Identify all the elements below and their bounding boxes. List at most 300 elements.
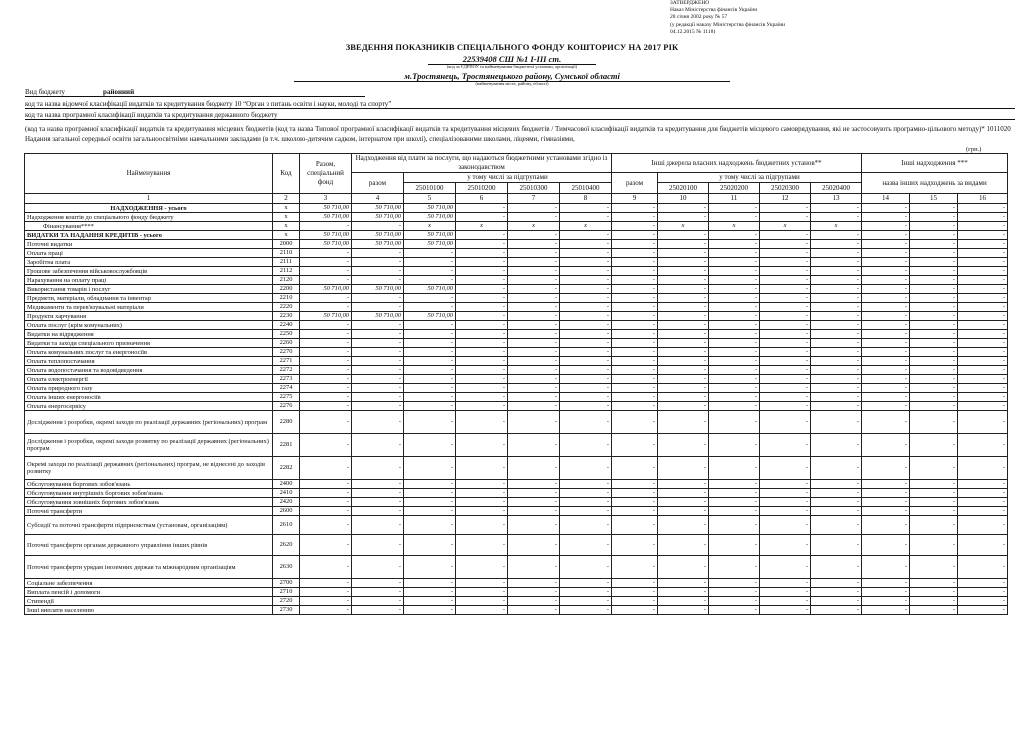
cell-col-7: - (508, 556, 560, 579)
cell-col-11: - (709, 312, 760, 321)
cell-col-9: - (612, 321, 658, 330)
row-name: Окремі заходи по реалізації державних (регіональних) програм, не віднесені до заходів розвитку (25, 457, 273, 480)
cell-col-15: - (910, 276, 958, 285)
column-number: 14 (862, 194, 910, 204)
cell-col-13: - (811, 489, 862, 498)
cell-col-12: - (760, 507, 811, 516)
special-fund-table (24, 153, 1007, 615)
cell-col-7: - (508, 285, 560, 294)
cell-col-14: - (862, 249, 910, 258)
row-code: 2730 (273, 606, 300, 615)
cell-col-13: - (811, 393, 862, 402)
cell-col-10: - (658, 588, 709, 597)
cell-col-10: - (658, 597, 709, 606)
cell-col-16: - (958, 366, 1008, 375)
cell-col-12: - (760, 489, 811, 498)
cell-col-13: - (811, 321, 862, 330)
row-code: 2630 (273, 556, 300, 579)
cell-col-10: - (658, 285, 709, 294)
table-row (25, 222, 1008, 231)
row-code: 2273 (273, 375, 300, 384)
cell-col-5: - (404, 303, 456, 312)
cell-col-12: - (760, 535, 811, 556)
cell-col-14: - (862, 267, 910, 276)
cell-col-9: - (612, 535, 658, 556)
column-number: 9 (612, 194, 658, 204)
cell-col-6: - (456, 489, 508, 498)
row-code: 2220 (273, 303, 300, 312)
cell-col-15: - (910, 606, 958, 615)
cell-col-6: - (456, 258, 508, 267)
cell-col-8: - (560, 402, 612, 411)
row-name: Продукти харчування (25, 312, 273, 321)
department-classification: код та назва відомчої класифікації видатків та кредитування бюджету 10 “Орган з питань освіти і науки, молоді та спорту” (25, 100, 1015, 109)
row-code: 2275 (273, 393, 300, 402)
cell-col-11: - (709, 258, 760, 267)
cell-col-8: - (560, 457, 612, 480)
cell-col-5: - (404, 556, 456, 579)
local-program-classification: (код та назва програмної класифікації видатків та кредитування місцевих бюджетів (код та назва Типової програмної класифікації видатків та кредитування місцевих бюджетів / Тимчасової класифікації видатків та кредитування для бюджетів місцевого самоврядування, які не застосовують програмно-цільового методу)* 1011020 Надання загальної середньої освіти загальноосвітніми навчальними закладами (в т.ч. школою-дитячим садком, інтернатом при школі), спеціалізованими школами, ліцеями, гімназіями, (25, 125, 1011, 143)
cell-col-15: - (910, 507, 958, 516)
cell-col-16: - (958, 606, 1008, 615)
row-code: 2280 (273, 411, 300, 434)
cell-col-12: - (760, 457, 811, 480)
cell-col-6: - (456, 588, 508, 597)
cell-col-12: - (760, 411, 811, 434)
cell-col-6: - (456, 457, 508, 480)
cell-col-8: - (560, 597, 612, 606)
cell-col-3: - (300, 402, 352, 411)
cell-col-6: - (456, 267, 508, 276)
cell-col-10: - (658, 258, 709, 267)
cell-col-7: - (508, 357, 560, 366)
cell-col-14: - (862, 330, 910, 339)
cell-col-16: - (958, 276, 1008, 285)
cell-col-8: - (560, 240, 612, 249)
column-number: 2 (273, 194, 300, 204)
cell-col-13: - (811, 375, 862, 384)
cell-col-14: - (862, 516, 910, 535)
cell-col-4: 50 710,00 (352, 231, 404, 240)
cell-col-7: - (508, 231, 560, 240)
cell-col-8: - (560, 480, 612, 489)
cell-col-4: - (352, 402, 404, 411)
row-name: Інші виплати населенню (25, 606, 273, 615)
cell-col-10: - (658, 204, 709, 213)
cell-col-13: - (811, 535, 862, 556)
cell-col-6: - (456, 375, 508, 384)
cell-col-10: - (658, 231, 709, 240)
approval-line: Наказ Міністерства фінансів України (670, 7, 758, 14)
cell-col-13: - (811, 267, 862, 276)
cell-col-16: - (958, 597, 1008, 606)
cell-col-3: - (300, 498, 352, 507)
cell-col-9: - (612, 339, 658, 348)
cell-col-6: - (456, 294, 508, 303)
row-name: Поточні видатки (25, 240, 273, 249)
cell-col-6: - (456, 384, 508, 393)
cell-col-6: - (456, 357, 508, 366)
cell-col-6: - (456, 507, 508, 516)
header-own-subgroups: у тому числі за підгрупами (658, 173, 862, 183)
budget-type-line (25, 88, 365, 97)
cell-col-11: - (709, 535, 760, 556)
cell-col-4: - (352, 222, 404, 231)
cell-col-4: - (352, 535, 404, 556)
cell-col-8: - (560, 498, 612, 507)
cell-col-13: - (811, 231, 862, 240)
cell-col-9: - (612, 366, 658, 375)
approval-line: (у редакції наказу Міністерства фінансів України (670, 21, 786, 28)
table-row (25, 402, 1008, 411)
cell-col-5: - (404, 330, 456, 339)
cell-col-11: - (709, 507, 760, 516)
cell-col-16: - (958, 285, 1008, 294)
cell-col-7: - (508, 457, 560, 480)
row-name: Поточні трансферти органам державного управління інших рівнів (25, 535, 273, 556)
cell-col-13: - (811, 402, 862, 411)
cell-col-7: - (508, 516, 560, 535)
cell-col-15: - (910, 402, 958, 411)
header-fees-subgroups: у тому числі за підгрупами (404, 173, 612, 183)
cell-col-8: - (560, 285, 612, 294)
cell-col-15: - (910, 294, 958, 303)
cell-col-3: - (300, 321, 352, 330)
header-code: Код (273, 154, 300, 194)
row-code: 2000 (273, 240, 300, 249)
approval-line: 04.12.2015 № 1118) (670, 28, 716, 35)
cell-col-5: 50 710,00 (404, 312, 456, 321)
cell-col-14: - (862, 375, 910, 384)
cell-col-8: - (560, 579, 612, 588)
row-code: 2271 (273, 357, 300, 366)
cell-col-12: x (760, 222, 811, 231)
cell-col-3: - (300, 330, 352, 339)
cell-col-11: - (709, 375, 760, 384)
cell-col-16: - (958, 434, 1008, 457)
table-row (25, 267, 1008, 276)
cell-col-7: - (508, 294, 560, 303)
cell-col-6: - (456, 240, 508, 249)
table-row (25, 240, 1008, 249)
cell-col-16: - (958, 357, 1008, 366)
cell-col-10: - (658, 240, 709, 249)
cell-col-6: - (456, 366, 508, 375)
cell-col-9: - (612, 231, 658, 240)
column-number: 10 (658, 194, 709, 204)
budget-type-label: Вид бюджету (25, 88, 66, 96)
column-number: 8 (560, 194, 612, 204)
row-name: Оплата послуг (крім комунальних) (25, 321, 273, 330)
cell-col-5: - (404, 411, 456, 434)
cell-col-13: - (811, 606, 862, 615)
cell-col-15: - (910, 285, 958, 294)
cell-col-9: - (612, 489, 658, 498)
cell-col-6: - (456, 516, 508, 535)
cell-col-3: - (300, 258, 352, 267)
cell-col-3: - (300, 222, 352, 231)
table-row (25, 507, 1008, 516)
cell-col-11: - (709, 516, 760, 535)
row-code: 2410 (273, 489, 300, 498)
column-number: 12 (760, 194, 811, 204)
header-subcode: 25020200 (709, 183, 760, 194)
column-number: 6 (456, 194, 508, 204)
row-name: Дослідження і розробки, окремі заходи розвитку по реалізації державних (регіональних) програм (25, 434, 273, 457)
row-code: 2620 (273, 535, 300, 556)
cell-col-9: - (612, 276, 658, 285)
cell-col-8: - (560, 267, 612, 276)
cell-col-6: - (456, 434, 508, 457)
cell-col-8: - (560, 330, 612, 339)
cell-col-7: - (508, 312, 560, 321)
cell-col-13: - (811, 330, 862, 339)
table-row (25, 457, 1008, 480)
cell-col-6: - (456, 249, 508, 258)
cell-col-11: - (709, 294, 760, 303)
cell-col-14: - (862, 222, 910, 231)
cell-col-11: - (709, 556, 760, 579)
cell-col-11: - (709, 393, 760, 402)
cell-col-14: - (862, 457, 910, 480)
cell-col-14: - (862, 303, 910, 312)
cell-col-11: - (709, 434, 760, 457)
cell-col-16: - (958, 516, 1008, 535)
cell-col-12: - (760, 516, 811, 535)
cell-col-9: - (612, 357, 658, 366)
cell-col-3: - (300, 606, 352, 615)
cell-col-15: - (910, 366, 958, 375)
cell-col-4: - (352, 366, 404, 375)
cell-col-12: - (760, 579, 811, 588)
cell-col-8: - (560, 366, 612, 375)
cell-col-11: - (709, 402, 760, 411)
cell-col-11: - (709, 588, 760, 597)
row-name: Виплата пенсій і допомоги (25, 588, 273, 597)
cell-col-12: - (760, 393, 811, 402)
cell-col-7: - (508, 258, 560, 267)
cell-col-3: - (300, 276, 352, 285)
cell-col-7: - (508, 339, 560, 348)
cell-col-11: - (709, 606, 760, 615)
cell-col-10: - (658, 276, 709, 285)
row-name: Грошове забезпечення військовослужбовців (25, 267, 273, 276)
table-row (25, 231, 1008, 240)
cell-col-10: - (658, 579, 709, 588)
cell-col-14: - (862, 507, 910, 516)
cell-col-3: 50 710,00 (300, 312, 352, 321)
cell-col-5: - (404, 588, 456, 597)
header-total: Разом, спеціальний фонд (300, 154, 352, 194)
table-row (25, 330, 1008, 339)
cell-col-16: - (958, 339, 1008, 348)
cell-col-6: x (456, 222, 508, 231)
cell-col-10: - (658, 556, 709, 579)
cell-col-4: - (352, 258, 404, 267)
row-name: Обслуговування зовнішніх боргових зобов'язань (25, 498, 273, 507)
cell-col-8: - (560, 535, 612, 556)
table-row (25, 303, 1008, 312)
cell-col-7: - (508, 321, 560, 330)
cell-col-3: 50 710,00 (300, 204, 352, 213)
cell-col-16: - (958, 258, 1008, 267)
table-row (25, 489, 1008, 498)
cell-col-6: - (456, 411, 508, 434)
cell-col-8: - (560, 384, 612, 393)
cell-col-5: 50 710,00 (404, 213, 456, 222)
cell-col-5: - (404, 258, 456, 267)
table-row (25, 312, 1008, 321)
table-row (25, 498, 1008, 507)
cell-col-7: - (508, 267, 560, 276)
row-name: Нарахування на оплату праці (25, 276, 273, 285)
table-row (25, 276, 1008, 285)
row-code: 2610 (273, 516, 300, 535)
cell-col-5: - (404, 267, 456, 276)
cell-col-12: - (760, 231, 811, 240)
cell-col-3: - (300, 267, 352, 276)
cell-col-5: - (404, 294, 456, 303)
cell-col-15: - (910, 375, 958, 384)
cell-col-13: - (811, 204, 862, 213)
cell-col-4: 50 710,00 (352, 204, 404, 213)
table-row (25, 375, 1008, 384)
cell-col-7: - (508, 535, 560, 556)
cell-col-14: - (862, 258, 910, 267)
row-code: 2260 (273, 339, 300, 348)
cell-col-13: - (811, 411, 862, 434)
cell-col-4: - (352, 303, 404, 312)
cell-col-16: - (958, 384, 1008, 393)
cell-col-15: - (910, 303, 958, 312)
row-code: x (273, 231, 300, 240)
cell-col-15: - (910, 258, 958, 267)
row-name: Надходження коштів до спеціального фонду бюджету (25, 213, 273, 222)
table-row (25, 321, 1008, 330)
table-row (25, 535, 1008, 556)
cell-col-6: - (456, 556, 508, 579)
cell-col-6: - (456, 276, 508, 285)
table-row (25, 294, 1008, 303)
cell-col-10: - (658, 303, 709, 312)
cell-col-6: - (456, 213, 508, 222)
cell-col-14: - (862, 597, 910, 606)
cell-col-16: - (958, 375, 1008, 384)
cell-col-4: - (352, 321, 404, 330)
cell-col-11: - (709, 267, 760, 276)
cell-col-7: - (508, 411, 560, 434)
row-name: Субсидії та поточні трансферти підприємствам (установам, організаціям) (25, 516, 273, 535)
cell-col-16: - (958, 579, 1008, 588)
cell-col-7: - (508, 597, 560, 606)
cell-col-16: - (958, 294, 1008, 303)
cell-col-11: - (709, 480, 760, 489)
cell-col-3: - (300, 366, 352, 375)
cell-col-16: - (958, 498, 1008, 507)
cell-col-3: - (300, 489, 352, 498)
row-code: 2720 (273, 597, 300, 606)
header-subcode: 25010100 (404, 183, 456, 194)
cell-col-14: - (862, 231, 910, 240)
cell-col-8: - (560, 411, 612, 434)
cell-col-10: - (658, 507, 709, 516)
row-code: x (273, 213, 300, 222)
cell-col-14: - (862, 402, 910, 411)
cell-col-6: - (456, 348, 508, 357)
cell-col-5: - (404, 579, 456, 588)
cell-col-15: - (910, 411, 958, 434)
cell-col-10: - (658, 213, 709, 222)
header-subcode: 25020400 (811, 183, 862, 194)
cell-col-12: - (760, 285, 811, 294)
cell-col-3: 50 710,00 (300, 285, 352, 294)
cell-col-11: - (709, 285, 760, 294)
cell-col-3: - (300, 411, 352, 434)
cell-col-7: - (508, 579, 560, 588)
cell-col-3: - (300, 556, 352, 579)
cell-col-10: - (658, 402, 709, 411)
cell-col-12: - (760, 480, 811, 489)
cell-col-16: - (958, 240, 1008, 249)
cell-col-4: - (352, 393, 404, 402)
cell-col-6: - (456, 285, 508, 294)
row-name: Оплата енергосервісу (25, 402, 273, 411)
cell-col-12: - (760, 375, 811, 384)
header-name: Найменування (25, 154, 273, 194)
cell-col-6: - (456, 231, 508, 240)
cell-col-11: - (709, 303, 760, 312)
row-code: 2270 (273, 348, 300, 357)
row-code: 2700 (273, 579, 300, 588)
cell-col-12: - (760, 249, 811, 258)
cell-col-5: - (404, 457, 456, 480)
cell-col-6: - (456, 597, 508, 606)
cell-col-9: - (612, 384, 658, 393)
cell-col-8: - (560, 489, 612, 498)
cell-col-7: - (508, 204, 560, 213)
table-row (25, 357, 1008, 366)
cell-col-8: - (560, 249, 612, 258)
cell-col-16: - (958, 402, 1008, 411)
cell-col-7: - (508, 375, 560, 384)
cell-col-10: - (658, 357, 709, 366)
cell-col-9: - (612, 597, 658, 606)
table-row (25, 434, 1008, 457)
cell-col-15: - (910, 588, 958, 597)
cell-col-9: - (612, 480, 658, 489)
cell-col-8: - (560, 348, 612, 357)
cell-col-15: - (910, 204, 958, 213)
cell-col-8: - (560, 276, 612, 285)
cell-col-8: - (560, 556, 612, 579)
header-other-names: назва інших надходжень за видами (862, 173, 1008, 194)
column-number: 7 (508, 194, 560, 204)
cell-col-6: - (456, 312, 508, 321)
cell-col-7: - (508, 348, 560, 357)
row-name: НАДХОДЖЕННЯ - усього (25, 204, 273, 213)
cell-col-5: - (404, 393, 456, 402)
cell-col-15: - (910, 339, 958, 348)
cell-col-12: - (760, 402, 811, 411)
cell-col-8: - (560, 294, 612, 303)
cell-col-12: - (760, 606, 811, 615)
cell-col-8: - (560, 231, 612, 240)
header-other-group: Інші надходження *** (862, 154, 1008, 173)
header-subcode: 25010300 (508, 183, 560, 194)
table-row (25, 597, 1008, 606)
cell-col-12: - (760, 556, 811, 579)
row-code: 2250 (273, 330, 300, 339)
